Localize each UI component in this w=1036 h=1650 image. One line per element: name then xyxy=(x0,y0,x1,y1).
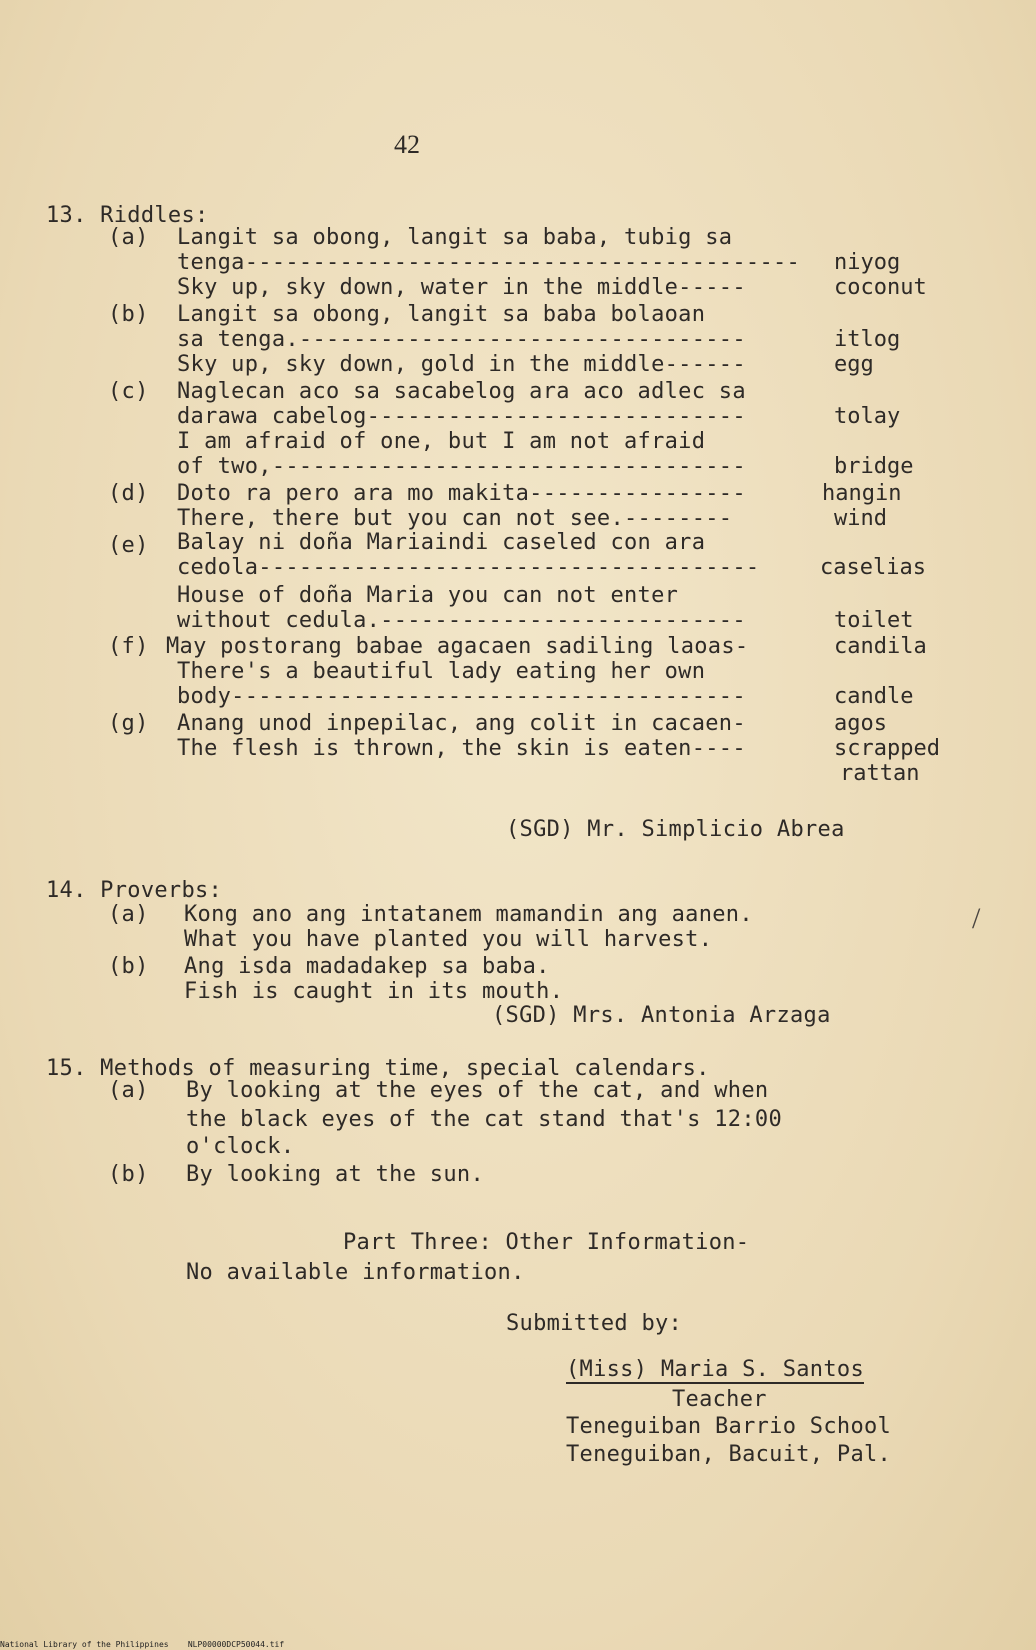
riddle-line: darawa cabelog---------------------------- xyxy=(177,404,746,429)
riddles-signature: (SGD) Mr. Simplicio Abrea xyxy=(506,817,845,842)
riddle-line: tenga----------------------------------------- xyxy=(177,250,801,275)
proverb-letter: (b) xyxy=(108,954,149,979)
proverbs-heading: 14. Proverbs: xyxy=(46,878,223,903)
riddle-answer: caselias xyxy=(820,555,926,580)
proverb-line: Kong ano ang intatanem mamandin ang aanen. xyxy=(184,902,753,927)
riddle-answer: tolay xyxy=(834,404,901,429)
riddle-line: Sky up, sky down, water in the middle----- xyxy=(177,275,746,300)
riddle-letter: (a) xyxy=(108,225,149,250)
school-name: Teneguiban Barrio School xyxy=(566,1414,892,1439)
riddle-line: There's a beautiful lady eating her own xyxy=(177,659,706,684)
riddle-line: of two,----------------------------------- xyxy=(177,454,746,479)
riddle-answer: candila xyxy=(834,634,927,659)
riddle-line: Doto ra pero ara mo makita---------------- xyxy=(177,481,746,506)
riddle-line: sa tenga.--------------------------------- xyxy=(177,327,746,352)
riddle-line: cedola------------------------------------- xyxy=(177,555,760,580)
riddle-letter: (f) xyxy=(108,634,149,659)
methods-heading: 15. Methods of measuring time, special calendars. xyxy=(46,1056,710,1081)
riddle-letter: (d) xyxy=(108,481,149,506)
page-number: 42 xyxy=(394,130,420,159)
proverbs-signature: (SGD) Mrs. Antonia Arzaga xyxy=(492,1003,831,1028)
riddle-answer: niyog xyxy=(834,250,901,275)
signature-name: (Miss) Maria S. Santos xyxy=(566,1357,864,1382)
riddle-answer: candle xyxy=(834,684,914,709)
riddle-letter: (g) xyxy=(108,711,149,736)
riddle-letter: (e) xyxy=(108,533,149,558)
riddle-answer: coconut xyxy=(834,275,927,300)
method-line: By looking at the eyes of the cat, and when xyxy=(186,1078,769,1103)
riddle-line: I am afraid of one, but I am not afraid xyxy=(177,429,706,454)
riddle-line: Langit sa obong, langit sa baba bolaoan xyxy=(177,302,706,327)
riddle-answer: toilet xyxy=(834,608,914,633)
riddle-line: House of doña Maria you can not enter xyxy=(177,583,679,608)
proverb-line: Ang isda madadakep sa baba. xyxy=(184,954,550,979)
riddle-letter: (c) xyxy=(108,379,149,404)
school-address: Teneguiban, Bacuit, Pal. xyxy=(566,1442,892,1467)
riddle-answer: egg xyxy=(834,352,874,377)
method-line: o'clock. xyxy=(186,1134,295,1159)
riddle-answer: itlog xyxy=(834,327,901,352)
riddle-line: Langit sa obong, langit sa baba, tubig sa xyxy=(177,225,733,250)
riddle-answer: agos xyxy=(834,711,887,736)
riddle-answer: rattan xyxy=(840,761,920,786)
proverb-letter: (a) xyxy=(108,902,149,927)
riddle-line: Naglecan aco sa sacabelog ara aco adlec sa xyxy=(177,379,746,404)
method-line: By looking at the sun. xyxy=(186,1162,484,1187)
riddle-line: The flesh is thrown, the skin is eaten---- xyxy=(177,736,746,761)
riddle-answer: bridge xyxy=(834,454,914,479)
signer-title: Teacher xyxy=(672,1387,767,1412)
proverb-line: Fish is caught in its mouth. xyxy=(184,979,564,1004)
footer-credit: National Library of the Philippines NLP00000DCP50044.tif xyxy=(0,1640,285,1649)
riddle-answer: hangin xyxy=(822,481,902,506)
riddle-line: without cedula.--------------------------- xyxy=(177,608,746,633)
part-three-heading: Part Three: Other Information- xyxy=(343,1230,750,1255)
riddles-heading: 13. Riddles: xyxy=(46,203,209,228)
riddle-line: Anang unod inpepilac, ang colit in cacaen- xyxy=(177,711,746,736)
riddle-line: There, there but you can not see.-------- xyxy=(177,506,733,531)
submitted-by-label: Submitted by: xyxy=(506,1311,683,1336)
riddle-line: Sky up, sky down, gold in the middle------ xyxy=(177,352,746,377)
riddle-answer: scrapped xyxy=(834,736,940,761)
margin-check-mark: / xyxy=(972,902,981,935)
method-letter: (b) xyxy=(108,1162,149,1187)
riddle-line: Balay ni doña Mariaindi caseled con ara xyxy=(177,530,706,555)
proverb-line: What you have planted you will harvest. xyxy=(184,927,713,952)
no-info-text: No available information. xyxy=(186,1260,525,1285)
riddle-answer: wind xyxy=(834,506,887,531)
method-line: the black eyes of the cat stand that's 12:00 xyxy=(186,1107,782,1132)
riddle-line: May postorang babae agacaen sadiling laoas- xyxy=(166,634,749,659)
riddle-line: body-------------------------------------- xyxy=(177,684,746,709)
riddle-letter: (b) xyxy=(108,302,149,327)
method-letter: (a) xyxy=(108,1078,149,1103)
